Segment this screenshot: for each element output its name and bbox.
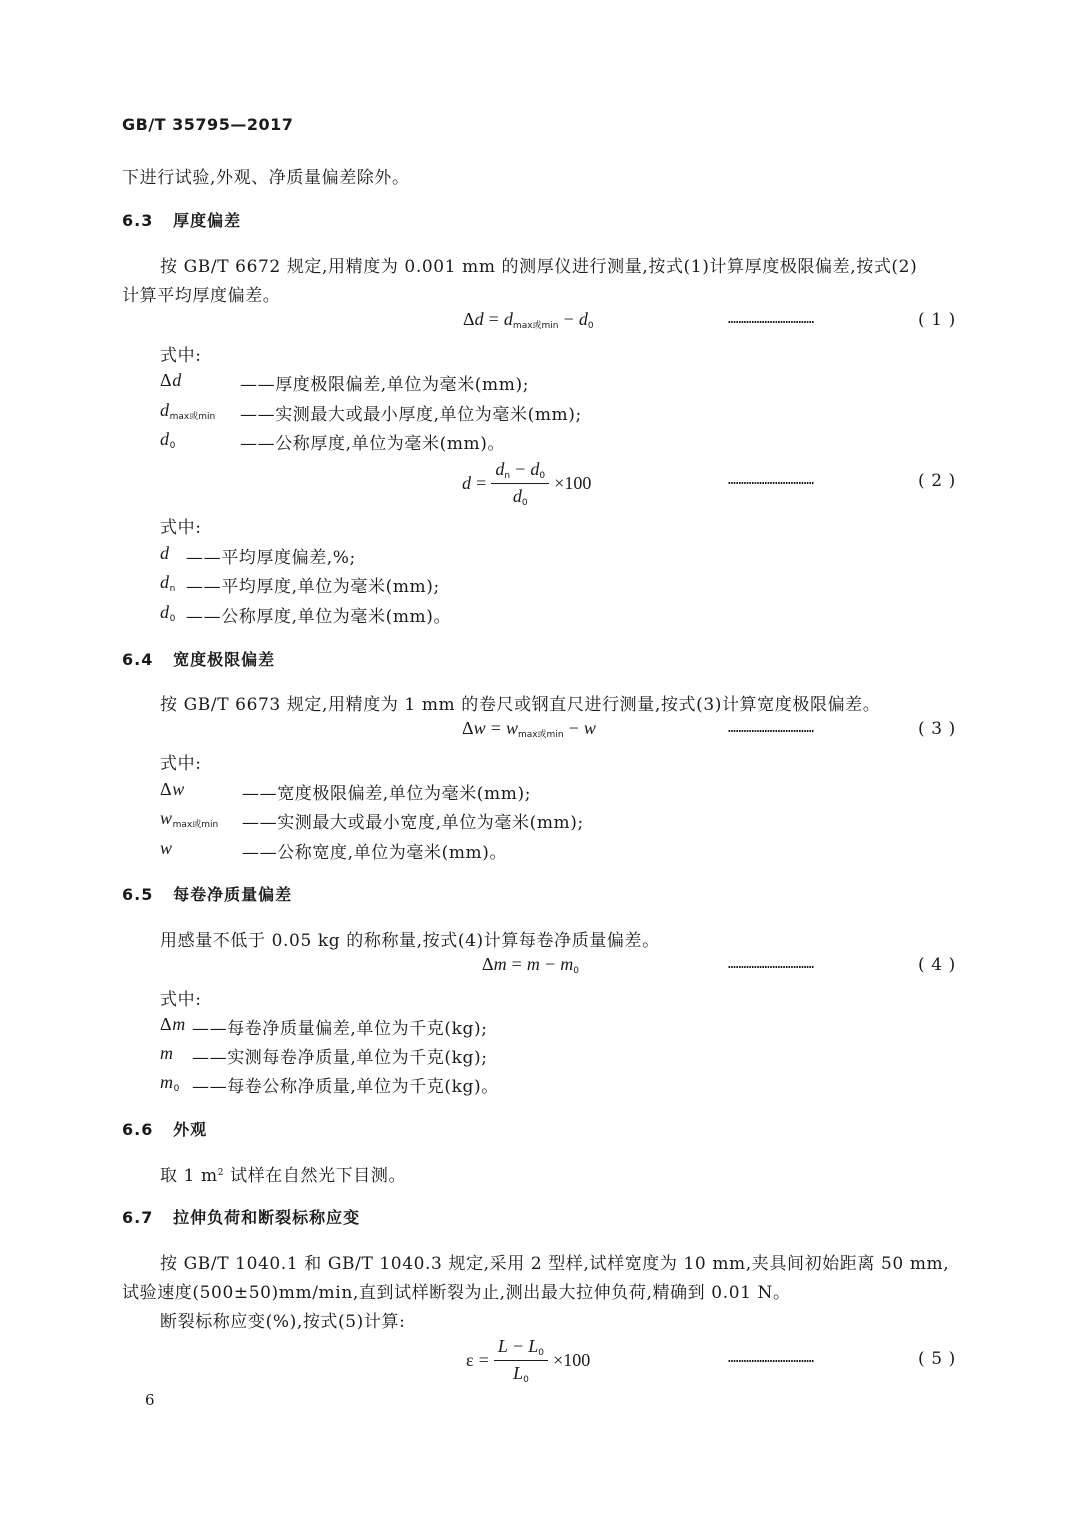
page-number: 6 <box>145 1391 156 1409</box>
definition-text: ——厚度极限偏差,单位为毫米(mm); <box>240 375 530 395</box>
paragraph: 试验速度(500±50)mm/min,直到试样断裂为止,测出最大拉伸负荷,精确到 0.01 N。 <box>122 1283 791 1303</box>
variable-definition: $w_{max或min}$ <box>160 808 219 830</box>
definition-text: ——公称厚度,单位为毫米(mm)。 <box>240 434 506 454</box>
equation-number: ( 2 ) <box>918 471 956 491</box>
section-title: 每卷净质量偏差 <box>173 885 293 904</box>
section-title: 厚度偏差 <box>173 211 242 230</box>
variable-definition: $d_{max或min}$ <box>160 400 216 422</box>
intro-line: 下进行试验,外观、净质量偏差除外。 <box>122 168 410 188</box>
section-number: 6.5 <box>122 885 154 904</box>
fraction: $\frac{L - L_0}{L_0}$ <box>494 1336 548 1385</box>
variable-definition: Δm <box>160 1014 186 1034</box>
variable-definition: Δd <box>160 370 182 390</box>
section-number: 6.7 <box>122 1208 154 1227</box>
where-label: 式中: <box>160 346 202 366</box>
section-6-4-heading <box>122 647 275 670</box>
equation-4: $\Delta m = m - m_0$ <box>482 954 579 976</box>
paragraph: 按 GB/T 1040.1 和 GB/T 1040.3 规定,采用 2 型样,试样宽度为 10 mm,夹具间初始距离 50 mm, <box>160 1254 950 1274</box>
equation-leader-dots: …………………………… <box>728 1351 815 1366</box>
where-label: 式中: <box>160 518 202 538</box>
definition-text: ——实测最大或最小厚度,单位为毫米(mm); <box>240 405 582 425</box>
variable-definition: w <box>160 838 173 858</box>
variable-definition: $d_0$ <box>160 602 176 624</box>
document-code: GB/T 35795—2017 <box>122 115 294 134</box>
variable-definition: $m_0$ <box>160 1072 180 1094</box>
paragraph: 按 GB/T 6673 规定,用精度为 1 mm 的卷尺或钢直尺进行测量,按式(3)计算宽度极限偏差。 <box>160 695 881 715</box>
variable-definition: $d_n$ <box>160 572 176 594</box>
equation-5: ε = $\frac{L - L_0}{L_0}$ ×100 <box>466 1336 591 1385</box>
definition-text: ——公称宽度,单位为毫米(mm)。 <box>242 843 508 863</box>
definition-text: ——公称厚度,单位为毫米(mm)。 <box>186 607 452 627</box>
variable-definition: d <box>160 543 170 563</box>
equation-number: ( 5 ) <box>918 1349 956 1369</box>
paragraph: 按 GB/T 6672 规定,用精度为 0.001 mm 的测厚仪进行测量,按式(1)计算厚度极限偏差,按式(2) <box>160 257 918 277</box>
equation-number: ( 3 ) <box>918 719 956 739</box>
equation-number: ( 1 ) <box>918 310 956 330</box>
paragraph: 用感量不低于 0.05 kg 的称称量,按式(4)计算每卷净质量偏差。 <box>160 931 660 951</box>
equation-2: d = $\frac{d_n - d_0}{d_0}$ ×100 <box>462 459 592 508</box>
equation-leader-dots: …………………………… <box>728 721 815 736</box>
section-number: 6.4 <box>122 650 154 669</box>
section-number: 6.6 <box>122 1120 154 1139</box>
definition-text: ——每卷公称净质量,单位为千克(kg)。 <box>192 1077 499 1097</box>
variable-definition: Δw <box>160 779 185 799</box>
equation-number: ( 4 ) <box>918 955 956 975</box>
paragraph: 断裂标称应变(%),按式(5)计算: <box>160 1312 406 1332</box>
section-6-7-heading <box>122 1205 360 1228</box>
fraction: $\frac{d_n - d_0}{d_0}$ <box>491 459 549 508</box>
paragraph: 计算平均厚度偏差。 <box>122 286 281 306</box>
definition-text: ——每卷净质量偏差,单位为千克(kg); <box>192 1019 488 1039</box>
equation-1: $\Delta d = d_{max或min} - d_0$ <box>463 309 594 331</box>
section-6-5-heading <box>122 882 292 905</box>
section-number: 6.3 <box>122 211 154 230</box>
definition-text: ——宽度极限偏差,单位为毫米(mm); <box>242 784 532 804</box>
section-6-3-heading <box>122 208 241 231</box>
variable-definition: m <box>160 1043 174 1063</box>
equation-leader-dots: …………………………… <box>728 957 815 972</box>
definition-text: ——实测最大或最小宽度,单位为毫米(mm); <box>242 813 584 833</box>
variable-definition: $d_0$ <box>160 429 176 451</box>
section-title: 外观 <box>173 1120 208 1139</box>
definition-text: ——实测每卷净质量,单位为千克(kg); <box>192 1048 488 1068</box>
definition-text: ——平均厚度偏差,%; <box>186 548 356 568</box>
section-6-6-heading <box>122 1117 207 1140</box>
section-title: 宽度极限偏差 <box>173 650 276 669</box>
where-label: 式中: <box>160 990 202 1010</box>
definition-text: ——平均厚度,单位为毫米(mm); <box>186 577 440 597</box>
paragraph: 取 1 $m^2$ 试样在自然光下目测。 <box>160 1166 407 1186</box>
where-label: 式中: <box>160 754 202 774</box>
equation-3: $\Delta w = w_{max或min} - w$ <box>462 718 596 740</box>
section-title: 拉伸负荷和断裂标称应变 <box>173 1208 361 1227</box>
equation-leader-dots: …………………………… <box>728 312 815 327</box>
equation-leader-dots: …………………………… <box>728 473 815 488</box>
